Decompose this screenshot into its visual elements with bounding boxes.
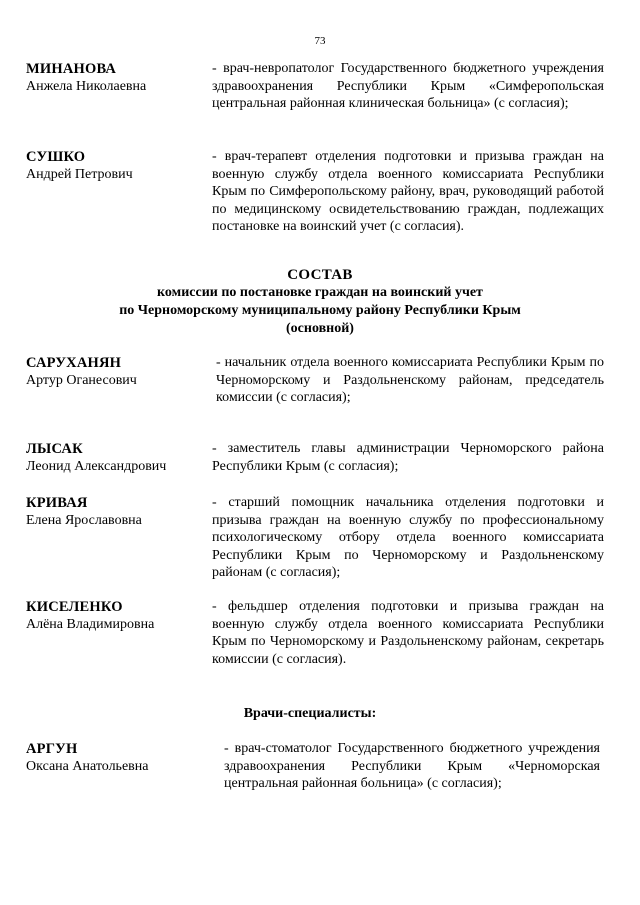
member-name: [26, 148, 226, 184]
member-surname: СУШКО: [26, 149, 86, 165]
composition-heading: [0, 266, 640, 338]
member-name: [26, 598, 226, 634]
member-surname: САРУХАНЯН: [26, 355, 122, 371]
member-duty: - заместитель главы администрации Черноморского района Республики Крым (с согласия);: [212, 441, 604, 474]
member-given-name: Артур Оганесович: [26, 373, 137, 388]
heading-line-3: (основной): [286, 321, 354, 336]
member-name: [26, 494, 226, 530]
member-duty: - фельдшер отделения подготовки и призыва граждан на военную службу отдела военного комиссариата Республики Крым по Черноморскому и Раздольненскому районам, секретарь комиссии (с согласия).: [212, 599, 604, 667]
member-surname: КРИВАЯ: [26, 495, 88, 511]
member-name: [26, 60, 226, 96]
member-given-name: Алёна Владимировна: [26, 617, 155, 632]
specialists-heading: Врачи-специалисты:: [243, 706, 377, 721]
heading-title: СОСТАВ: [287, 267, 353, 283]
member-duty: - начальник отдела военного комиссариата Республики Крым по Черноморскому и Раздольненскому районам, председатель комиссии (с согласия);: [216, 355, 604, 406]
member-duty: - врач-стоматолог Государственного бюджетного учреждения здравоохранения Республики Крым «Черноморская центральная районная больница» (с согласия);: [224, 741, 600, 792]
member-surname: ЛЫСАК: [26, 441, 83, 457]
member-duty: - врач-терапевт отделения подготовки и призыва граждан на военную службу отдела военного комиссариата Республики Крым по Симферопольскому району, врач, руководящий работой по медицинскому освидетельствованию граждан, подлежащих постановке на воинский учет (с согласия).: [212, 149, 604, 235]
member-given-name: Леонид Александрович: [26, 459, 167, 474]
member-given-name: Анжела Николаевна: [26, 79, 147, 94]
heading-line-1: комиссии по постановке граждан на воинский учет: [157, 285, 483, 300]
page-number: 73: [314, 35, 326, 47]
member-surname: МИНАНОВА: [26, 61, 117, 77]
member-duty: - врач-невропатолог Государственного бюджетного учреждения здравоохранения Республики Крым «Симферопольская центральная районная клиническая больница» (с согласия);: [212, 61, 604, 112]
member-surname: АРГУН: [26, 741, 78, 757]
member-given-name: Андрей Петрович: [26, 167, 133, 182]
member-name: [26, 740, 226, 776]
heading-line-2: по Черноморскому муниципальному району Республики Крым: [119, 303, 521, 318]
member-name: [26, 440, 226, 476]
member-given-name: Елена Ярославовна: [26, 513, 142, 528]
member-surname: КИСЕЛЕНКО: [26, 599, 123, 615]
member-given-name: Оксана Анатольевна: [26, 759, 149, 774]
member-name: [26, 354, 226, 390]
member-duty: - старший помощник начальника отделения подготовки и призыва граждан на военную службу по профессиональному психологическому отбору отдела военного комиссариата Республики Крым по Черноморскому и Раздольненскому районам (с согласия);: [212, 495, 604, 581]
